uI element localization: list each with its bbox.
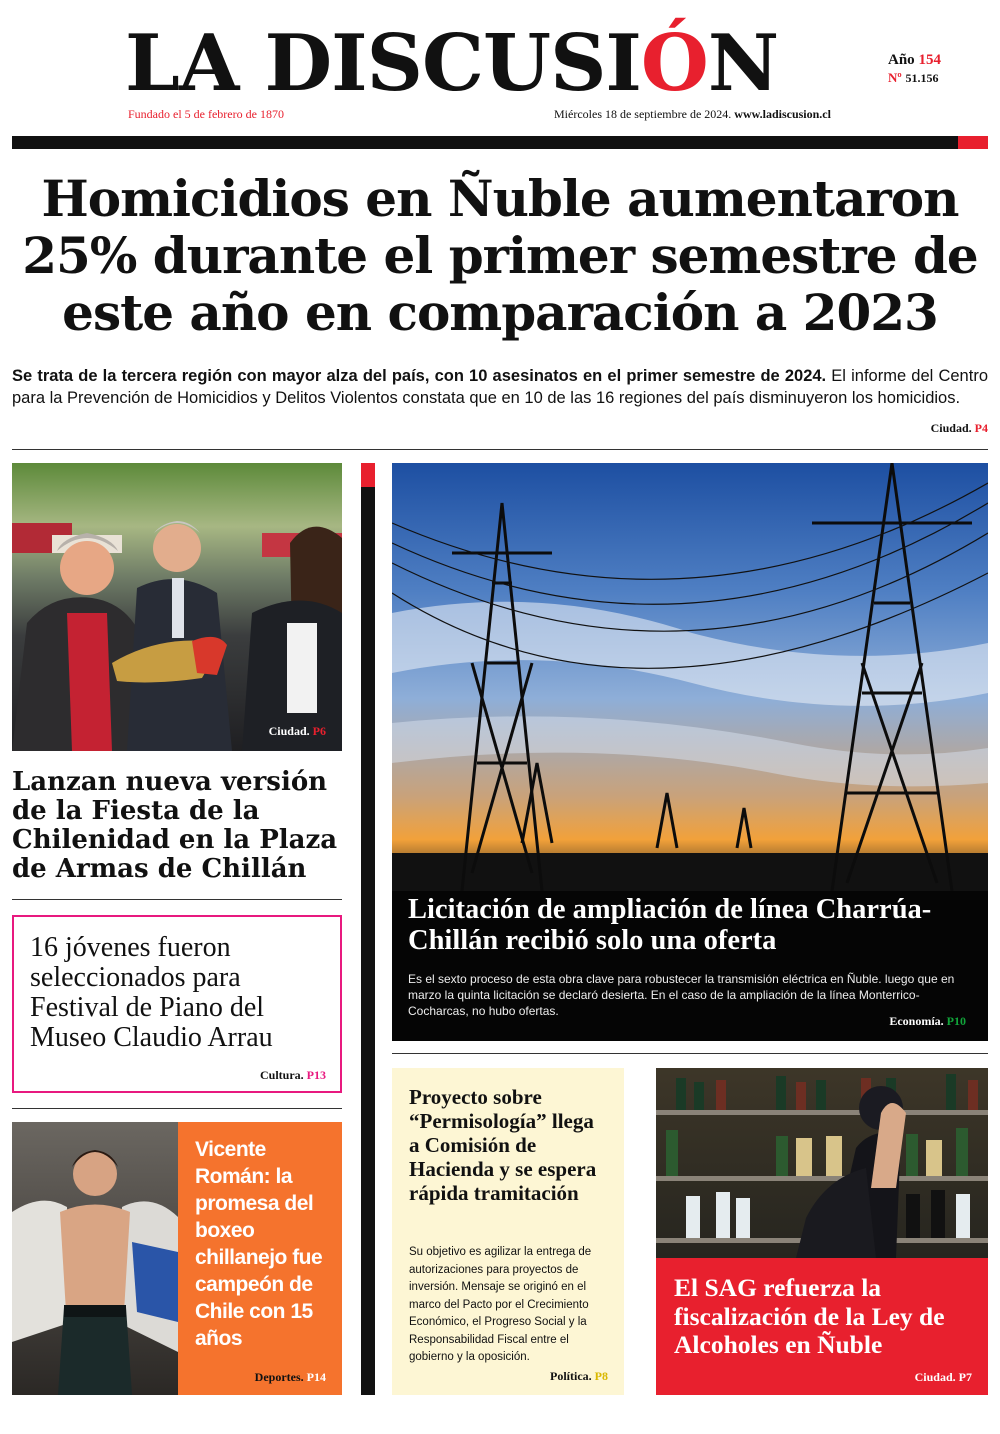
permisologia-headline: Proyecto sobre “Permisología” llega a Comisión de Hacienda y se espera rápida tramitación: [409, 1085, 597, 1205]
licitacion-caption[interactable]: [392, 891, 988, 1041]
section-ref[interactable]: Deportes. P14: [254, 1370, 326, 1384]
lead-headline[interactable]: Homicidios en Ñuble aumentaron 25% durante el primer semestre de este año en comparación a 2023: [22, 169, 978, 342]
fiesta-photo[interactable]: [12, 463, 342, 751]
sag-headline: El SAG refuerza la fiscalización de la Ley de Alcoholes en Ñuble: [674, 1273, 945, 1359]
section-ref[interactable]: Ciudad. P4: [930, 421, 988, 435]
piano-box[interactable]: [12, 915, 342, 1093]
section-ref[interactable]: Ciudad. P6: [268, 724, 326, 738]
sag-panel[interactable]: [656, 1258, 988, 1395]
section-ref[interactable]: Economía. P10: [889, 1014, 966, 1028]
section-ref[interactable]: Ciudad. P7: [914, 1370, 972, 1384]
column-divider: [361, 463, 375, 1395]
fiesta-headline[interactable]: Lanzan nueva versión de la Fiesta de la Chilenidad en la Plaza de Armas de Chillán: [12, 767, 338, 884]
licitacion-summary: Es el sexto proceso de esta obra clave para robustecer la transmisión eléctrica en Ñuble. luego que en marzo la quinta licitación se declaró desierta. En el caso de la ampliación de la línea Monterrico-Cocharcas, no hubo ofertas.: [408, 972, 955, 1018]
masthead-rule: [12, 136, 988, 149]
edition-info: Año 154 Nº 51.156: [888, 52, 941, 85]
section-ref[interactable]: Cultura. P13: [259, 1068, 326, 1082]
divider: [392, 1053, 988, 1054]
founded-date: Fundado el 5 de febrero de 1870: [128, 107, 284, 121]
divider: [12, 449, 988, 450]
permisologia-box[interactable]: [392, 1068, 624, 1395]
newspaper-masthead: LA DISCUSIÓN: [125, 18, 779, 109]
boxeo-headline: Vicente Román: la promesa del boxeo chillanejo fue campeón de Chile con 15 años: [195, 1138, 323, 1350]
lead-summary: Se trata de la tercera región con mayor alza del país, con 10 asesinatos en el primer semestre de 2024. El informe del Centro para la Prevención de Homicidios y Delitos Violentos constata que en 10 de las 16 regiones del país disminuyeron los homicidios.: [12, 367, 988, 407]
power-lines-photo[interactable]: [392, 463, 988, 891]
permisologia-summary: Su objetivo es agilizar la entrega de autorizaciones para proyectos de inversión. Mensaje se originó en el marco del Pacto por el Crecimiento Económico, el Progreso Social y la Responsabilidad Fiscal entre el gobierno y la oposición.: [409, 1246, 592, 1363]
website-link[interactable]: www.ladiscusion.cl: [734, 107, 831, 121]
section-ref[interactable]: Política. P8: [550, 1369, 608, 1383]
divider: [12, 1108, 342, 1109]
piano-headline: 16 jóvenes fueron seleccionados para Festival de Piano del Museo Claudio Arrau: [30, 932, 273, 1053]
boxeo-photo[interactable]: [12, 1122, 178, 1395]
divider: [12, 899, 342, 900]
dateline: Miércoles 18 de septiembre de 2024. www.ladiscusion.cl: [554, 107, 831, 121]
boxeo-panel[interactable]: [178, 1122, 342, 1395]
liquor-store-photo[interactable]: [656, 1068, 988, 1258]
licitacion-headline: Licitación de ampliación de línea Charrúa-Chillán recibió solo una oferta: [408, 894, 932, 956]
